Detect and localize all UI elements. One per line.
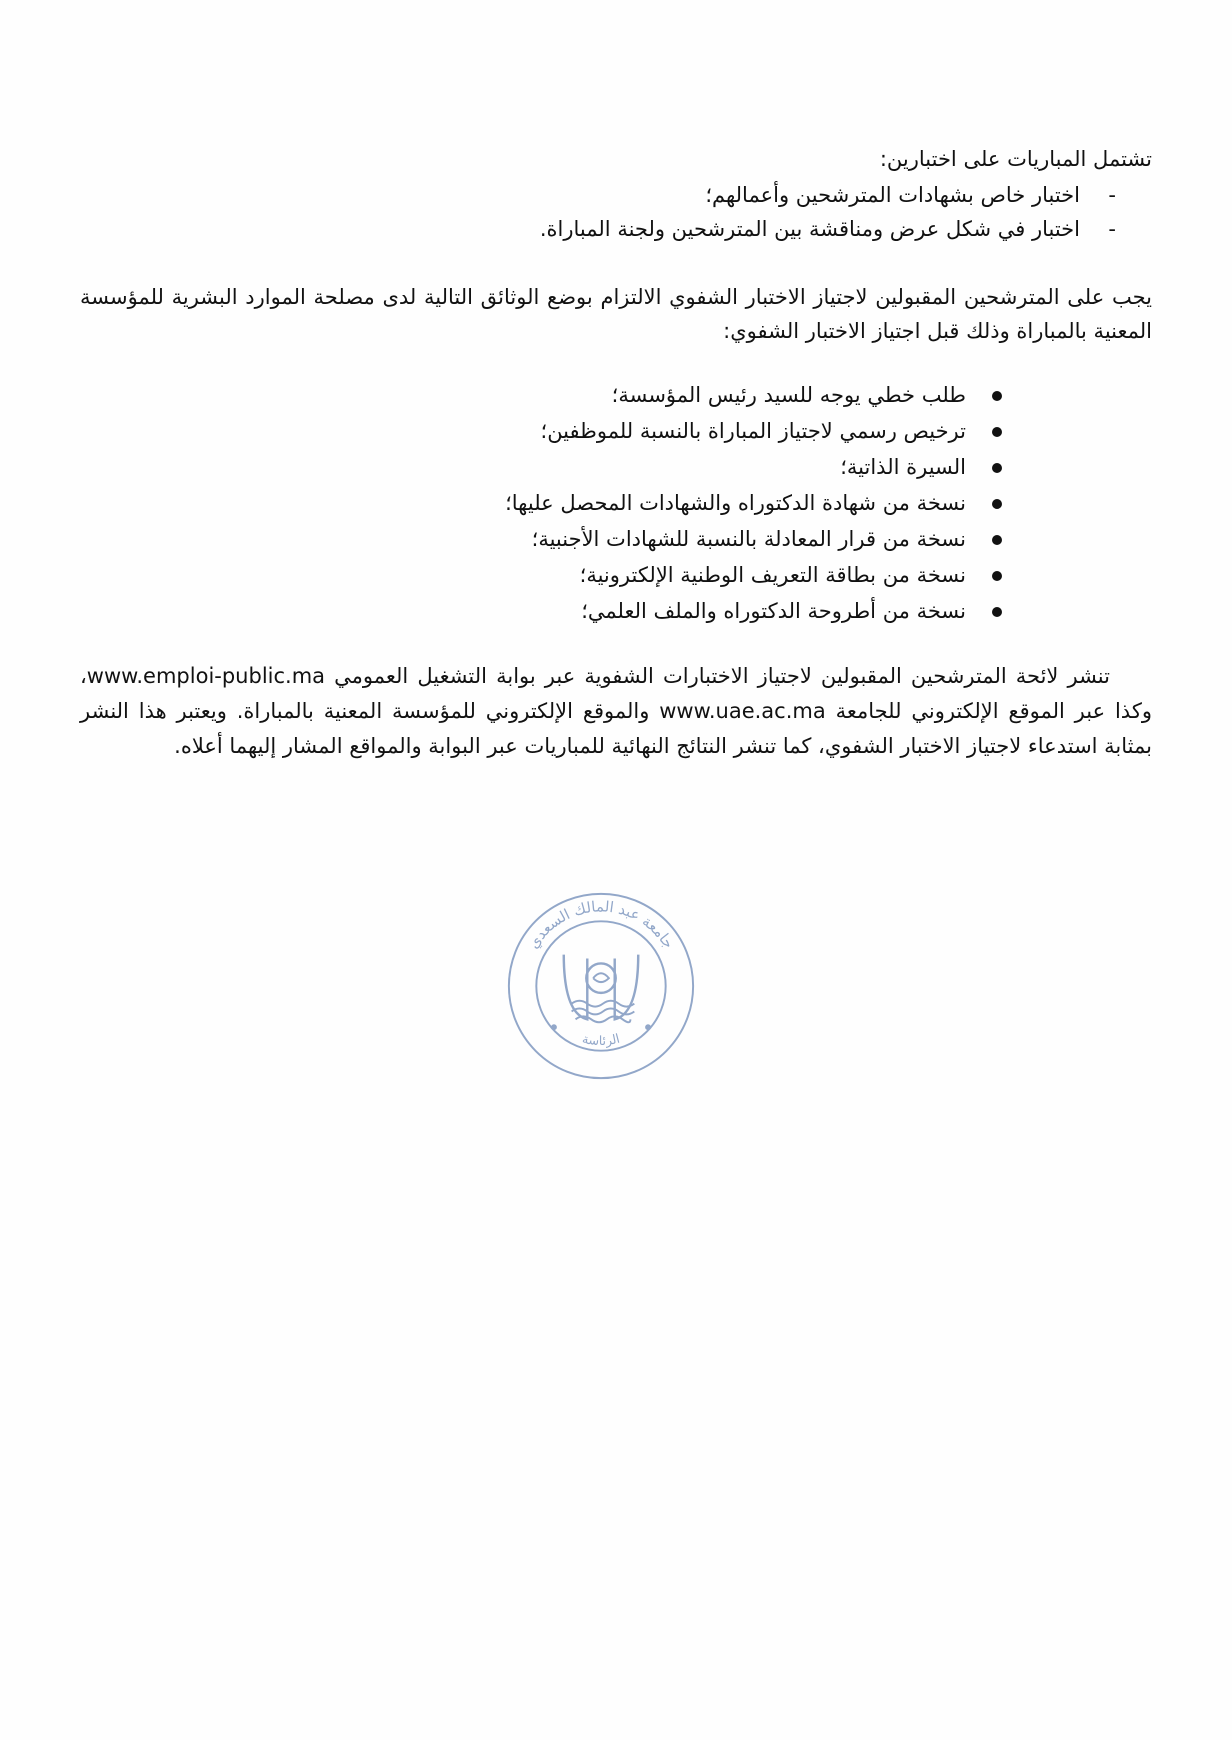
list-item [80,212,1116,246]
svg-text:الرئاسة [581,1032,622,1050]
document-body [80,142,1152,764]
document-item: نسخة من قرار المعادلة بالنسبة للشهادات الأجنبية؛ [531,527,966,551]
publication-text: تنشر لائحة المترشحين المقبولين لاجتياز الاختبارات الشفوية عبر بوابة التشغيل العمومي [334,664,1110,688]
publication-text: والموقع الإلكتروني للمؤسسة المعنية بالمباراة. ويعتبر هذا النشر بمثابة استدعاء لاجتياز الاختبار الشفوي، كما تنشر النتائج النهائية للمباريات عبر البوابة والمواقع المشار إليهما أعلاه. [80,699,1152,758]
employment-portal-link[interactable]: www.emploi-public.ma [86,664,326,688]
list-item [80,378,1002,413]
obligation-paragraph: يجب على المترشحين المقبولين لاجتياز الاختبار الشفوي الالتزام بوضع الوثائق التالية لدى مصلحة الموارد البشرية للمؤسسة المعنية بالمباراة وذلك قبل اجتياز الاختبار الشفوي: [80,285,1152,343]
test-item: اختبار في شكل عرض ومناقشة بين المترشحين ولجنة المباراة. [539,217,1080,241]
document-item: طلب خطي يوجه للسيد رئيس المؤسسة؛ [611,383,966,407]
documents-list [80,378,1152,629]
document-item: ترخيص رسمي لاجتياز المباراة بالنسبة للموظفين؛ [540,419,966,443]
document-item: نسخة من شهادة الدكتوراه والشهادات المحصل عليها؛ [505,491,966,515]
university-seal-stamp [503,888,699,1084]
list-item [80,486,1002,521]
list-item [80,414,1002,449]
test-item: اختبار خاص بشهادات المترشحين وأعمالهم؛ [705,183,1080,207]
stamp-bottom-text: الرئاسة [580,1031,622,1050]
document-item: نسخة من بطاقة التعريف الوطنية الإلكترونية؛ [579,563,966,587]
bullet-icon [992,607,1002,617]
svg-text:جامعة عبد المالك السعدي [525,898,677,951]
list-item [80,558,1002,593]
list-item [80,450,1002,485]
bullet-icon [992,463,1002,473]
tests-intro: تشتمل المباريات على اختبارين: [879,147,1152,171]
list-item [80,178,1116,212]
stamp-top-text: جامعة عبد المالك السعدي [524,898,678,952]
publication-text: ، وكذا عبر الموقع الإلكتروني للجامعة [80,664,1152,723]
dash-marker: - [1108,183,1116,207]
document-item: السيرة الذاتية؛ [840,455,966,479]
dash-marker: - [1108,217,1116,241]
publication-paragraph [80,659,1152,764]
bullet-icon [992,571,1002,581]
bullet-icon [992,499,1002,509]
bullet-icon [992,535,1002,545]
list-item [80,522,1002,557]
bullet-icon [992,427,1002,437]
tests-list [80,178,1152,246]
list-item [80,594,1002,629]
university-website-link[interactable]: www.uae.ac.ma [659,699,826,723]
bullet-icon [992,391,1002,401]
document-item: نسخة من أطروحة الدكتوراه والملف العلمي؛ [581,599,966,623]
